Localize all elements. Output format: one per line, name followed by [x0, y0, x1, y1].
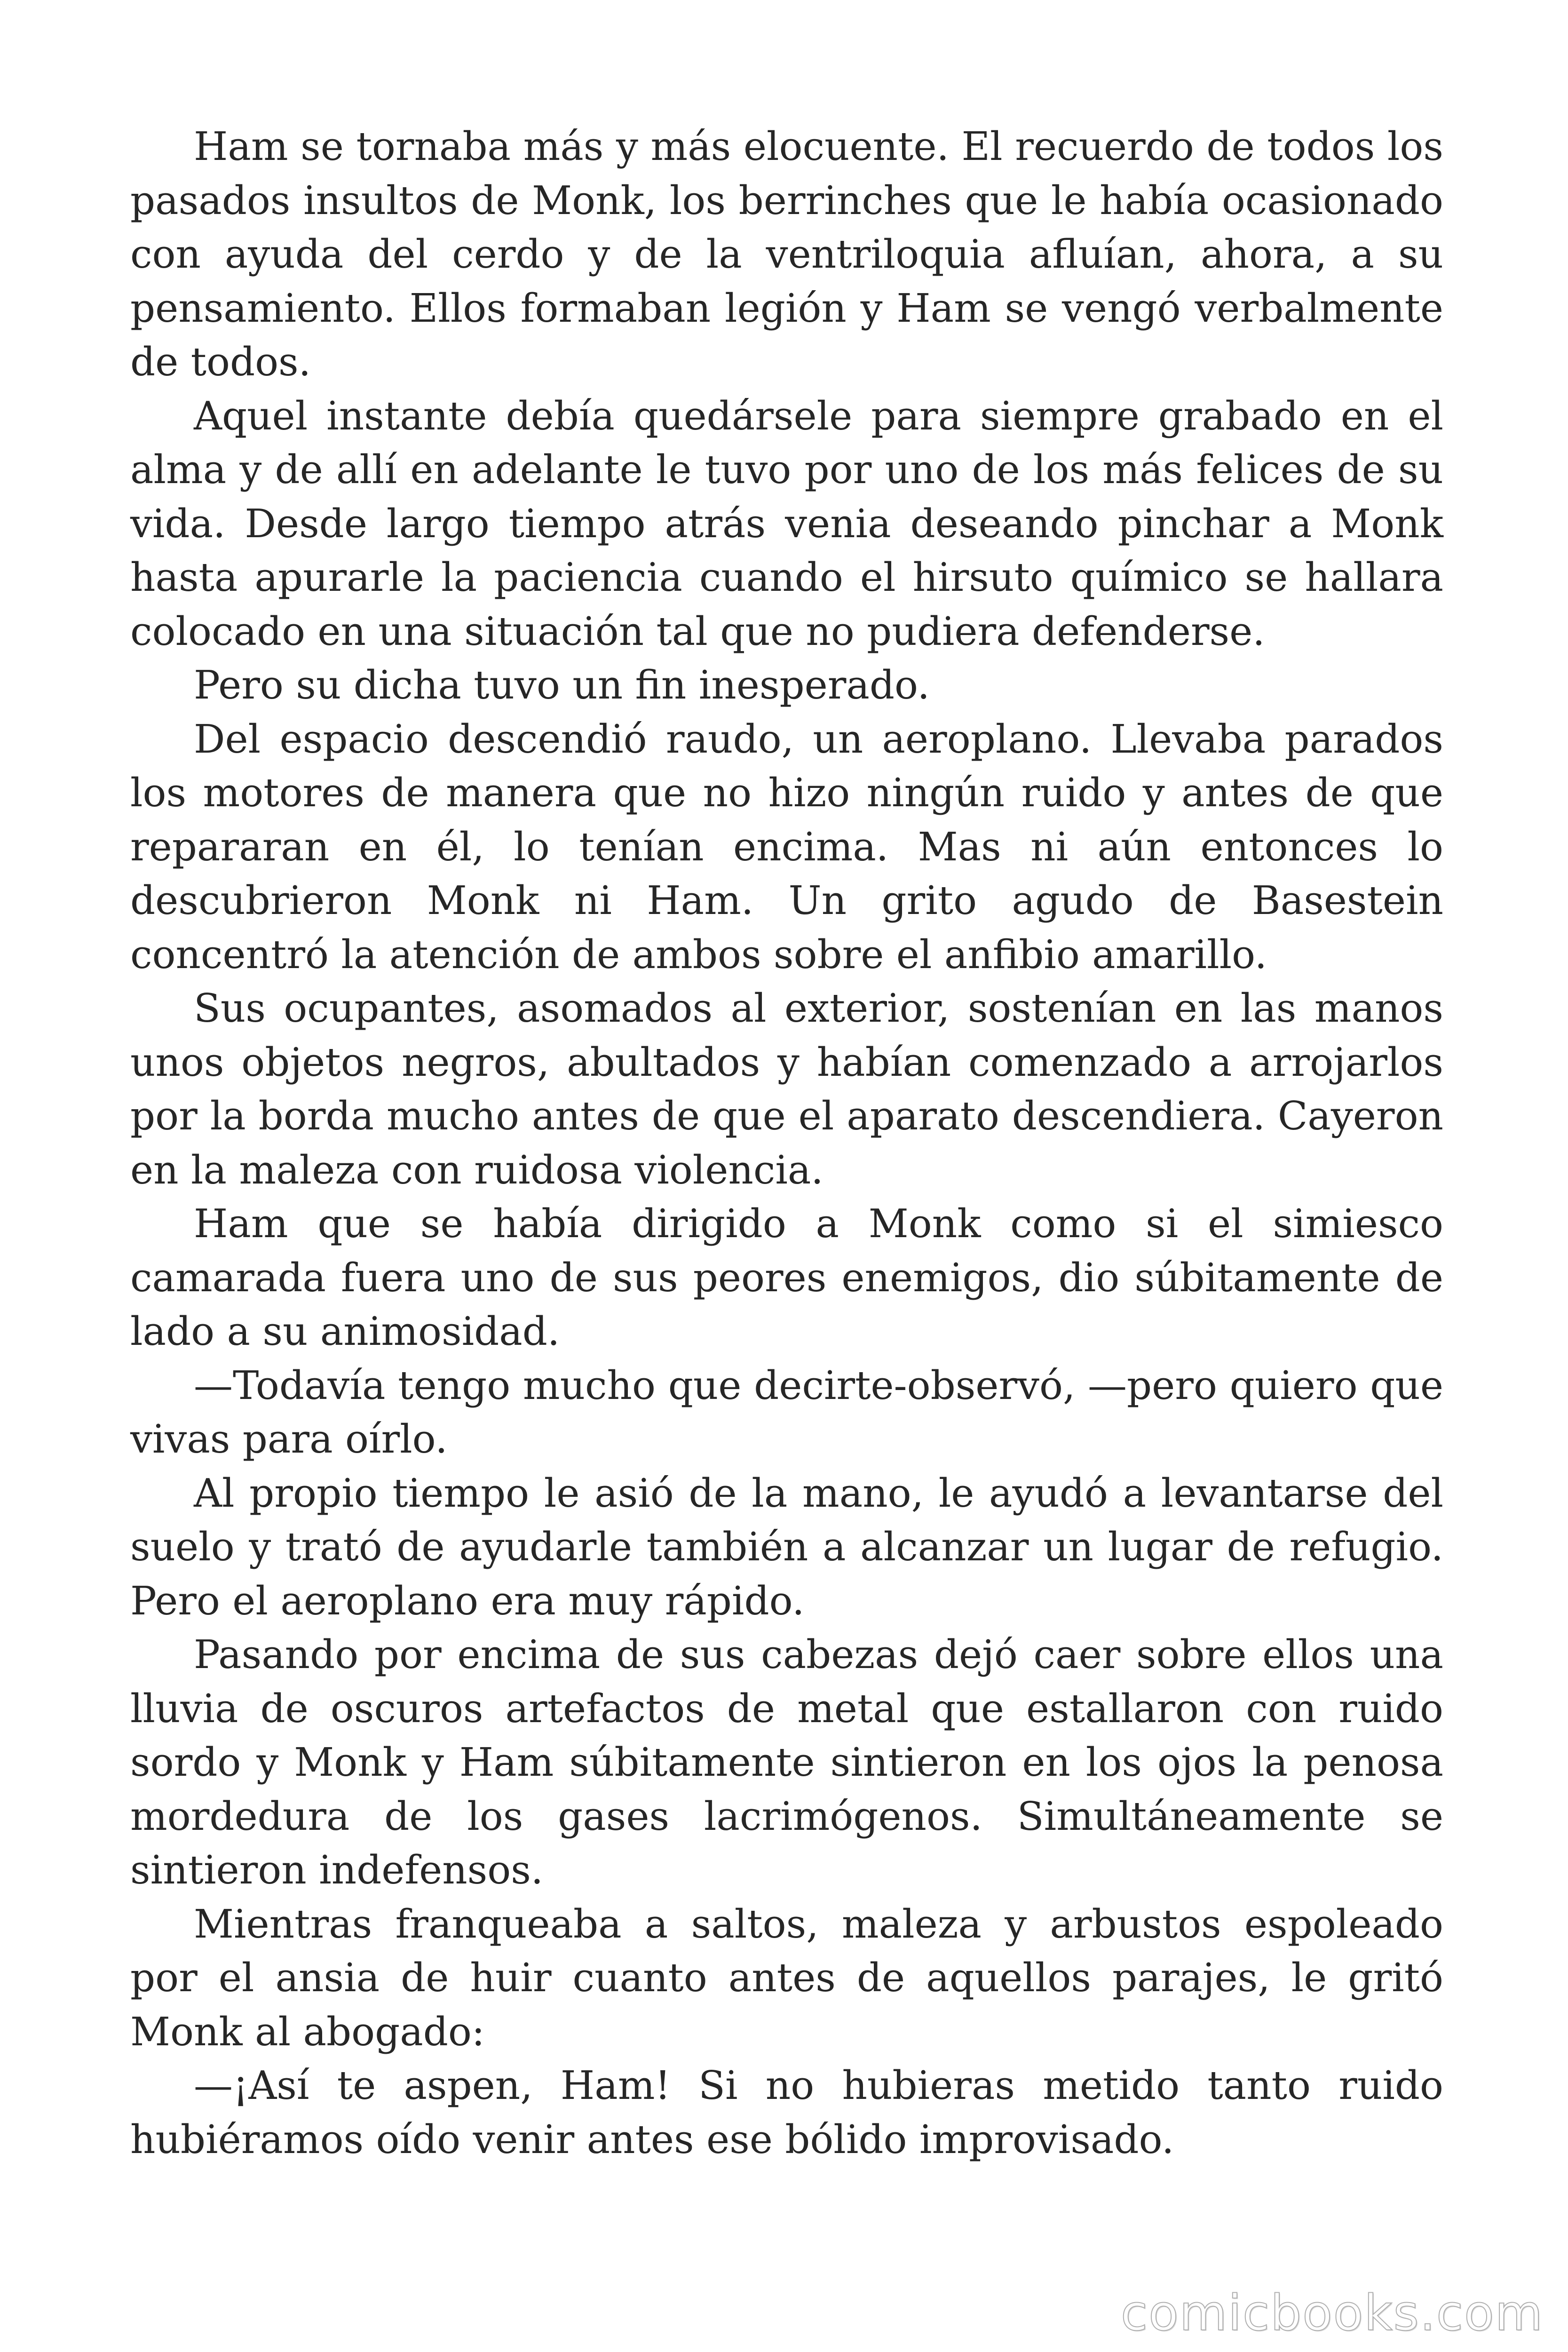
paragraph: Al propio tiempo le asió de la mano, le ayudó a levantarse del suelo y trató de ayudarle también a alcanzar un lugar de refugio. Pero el aeroplano era muy rápido.: [130, 1470, 1443, 1624]
paragraph: Pasando por encima de sus cabezas dejó caer sobre ellos una lluvia de oscuros artefactos de metal que estallaron con ruido sordo y Monk y Ham súbitamente sintieron en los ojos la penosa mordedura de los gases lacrimógenos. Simultáneamente se sintieron indefensos.: [130, 1632, 1443, 1893]
paragraph: Del espacio descendió raudo, un aeroplano. Llevaba parados los motores de manera que no hizo ningún ruido y antes de que repararan en él, lo tenían encima. Mas ni aún entonces lo descubrieron Monk ni Ham. Un grito agudo de Basestein concentró la atención de ambos sobre el anfibio amarillo.: [130, 716, 1443, 977]
paragraph: Mientras franqueaba a saltos, maleza y arbustos espoleado por el ansia de huir cuanto antes de aquellos parajes, le gritó Monk al abogado:: [130, 1901, 1443, 2055]
paragraph: —Todavía tengo mucho que decirte-observó, —pero quiero que vivas para oírlo.: [130, 1362, 1443, 1462]
paragraph: Aquel instante debía quedársele para siempre grabado en el alma y de allí en adelante le tuvo por uno de los más felices de su vida. Desde largo tiempo atrás venia deseando pinchar a Monk hasta apurarle la paciencia cuando el hirsuto químico se hallara colocado en una situación tal que no pudiera defenderse.: [130, 393, 1443, 654]
paragraph: Pero su dicha tuvo un fin inesperado.: [194, 662, 930, 708]
paragraph: Sus ocupantes, asomados al exterior, sostenían en las manos unos objetos negros, abultados y habían comenzado a arrojarlos por la borda mucho antes de que el aparato descendiera. Cayeron en la maleza con ruidosa violencia.: [130, 985, 1443, 1193]
paragraph: Ham se tornaba más y más elocuente. El recuerdo de todos los pasados insultos de Monk, los berrinches que le había ocasionado con ayuda del cerdo y de la ventriloquia afluían, ahora, a su pensamiento. Ellos formaban legión y Ham se vengó verbalmente de todos.: [130, 124, 1443, 385]
paragraph: —¡Así te aspen, Ham! Si no hubieras metido tanto ruido hubiéramos oído venir antes ese bólido improvisado.: [130, 2063, 1443, 2162]
paragraph: Ham que se había dirigido a Monk como si el simiesco camarada fuera uno de sus peores enemigos, dio súbitamente de lado a su animosidad.: [130, 1201, 1443, 1354]
watermark: comicbooks.com: [1120, 2284, 1544, 2342]
book-page-text: [130, 120, 1443, 2167]
